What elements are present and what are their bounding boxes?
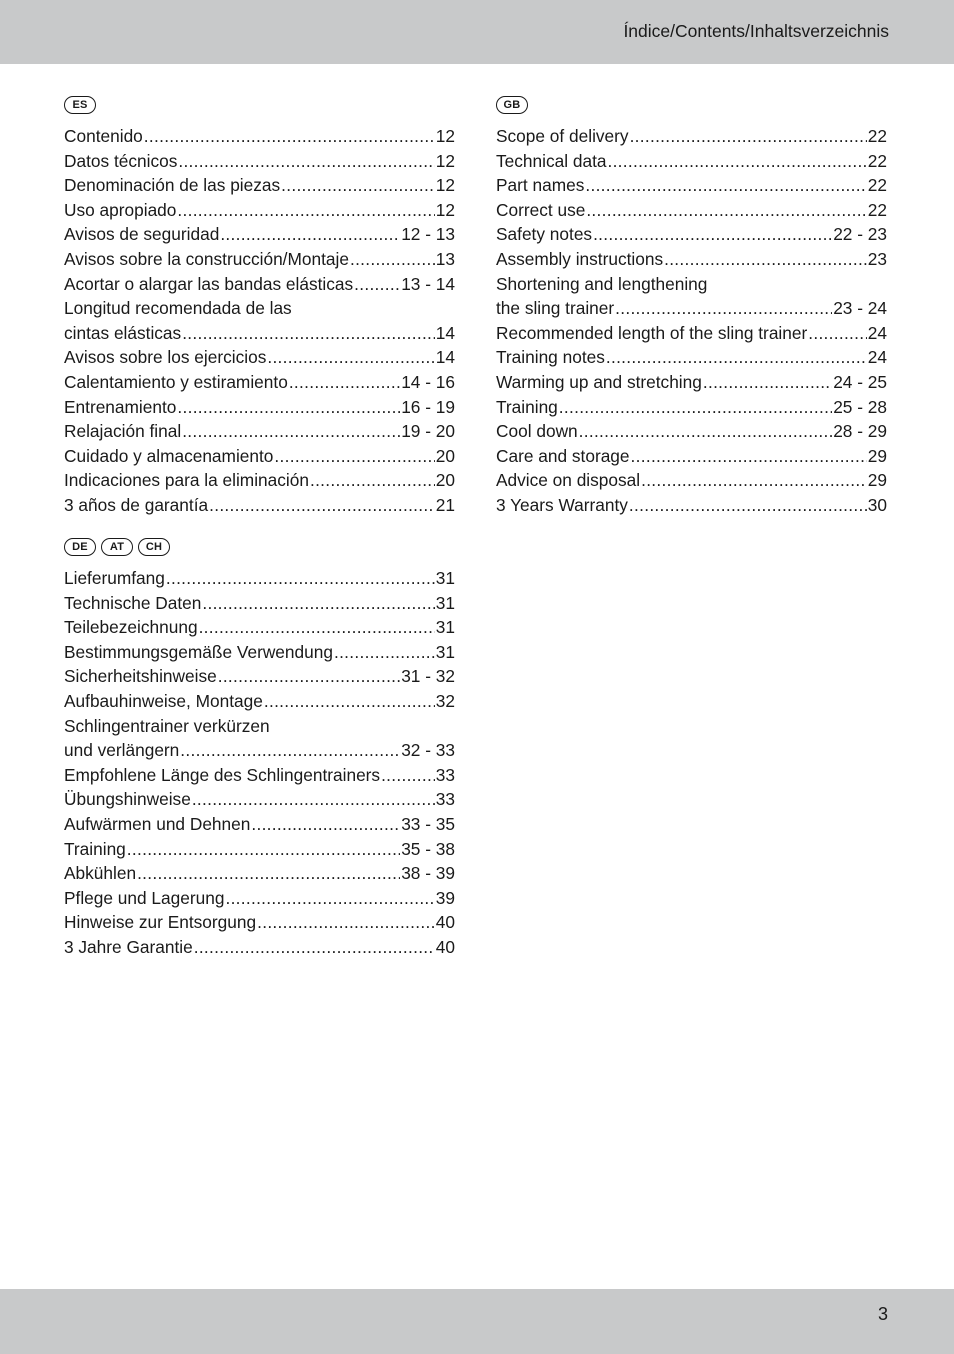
- toc-entry-page: 31: [435, 617, 455, 638]
- toc-entry-page: 23 - 24: [833, 298, 887, 319]
- toc-entry-page: 38 - 39: [401, 863, 455, 884]
- toc-entry: [496, 247, 887, 272]
- toc-list: [64, 566, 455, 960]
- toc-entry-page: 32 - 33: [401, 740, 455, 761]
- toc-entry: [64, 370, 455, 395]
- toc-entry: [496, 321, 887, 346]
- toc-entry-page: 40: [435, 936, 455, 957]
- toc-entry-title: Übungshinweise: [64, 789, 191, 810]
- language-badges: [64, 96, 455, 118]
- toc-entry: [496, 296, 887, 321]
- toc-entry-page: 13 - 14: [401, 273, 455, 294]
- toc-section-es: [64, 96, 455, 518]
- language-badge-de: DE: [64, 538, 96, 556]
- toc-entry: [496, 198, 887, 223]
- toc-entry: [64, 714, 455, 739]
- dot-leader: [631, 444, 867, 469]
- dot-leader: [664, 247, 867, 272]
- toc-entry-title: Avisos sobre la construcción/Montaje: [64, 248, 349, 269]
- dot-leader: [274, 444, 434, 469]
- toc-section-gb: [496, 96, 887, 518]
- toc-entry: [496, 468, 887, 493]
- toc-entry-title: Hinweise zur Entsorgung: [64, 912, 257, 933]
- toc-entry-title: Warming up and stretching: [496, 371, 702, 392]
- toc-entry-page: 16 - 19: [401, 396, 455, 417]
- toc-entry-page: 31: [435, 568, 455, 588]
- dot-leader: [607, 149, 866, 174]
- toc-entry-page: 22: [867, 175, 887, 196]
- toc-entry-title: Cool down: [496, 421, 578, 442]
- toc-entry-title: Part names: [496, 175, 585, 196]
- dot-leader: [579, 419, 833, 444]
- language-badge-at: AT: [101, 538, 133, 556]
- toc-entry-title: Longitud recomendada de las: [64, 298, 292, 319]
- toc-entry-title: Contenido: [64, 126, 143, 146]
- dot-leader: [289, 370, 400, 395]
- toc-entry-page: 14: [435, 322, 455, 343]
- toc-entry: [64, 910, 455, 935]
- dot-leader: [559, 395, 832, 420]
- toc-entry: [64, 247, 455, 272]
- toc-entry: [496, 222, 887, 247]
- toc-entry-page: 24 - 25: [833, 371, 887, 392]
- dot-leader: [166, 566, 435, 591]
- toc-entry-page: 33: [435, 789, 455, 810]
- dot-leader: [177, 395, 400, 420]
- dot-leader: [220, 222, 400, 247]
- toc-entry: [64, 321, 455, 346]
- toc-entry-page: 14: [435, 347, 455, 368]
- toc-entry: [64, 787, 455, 812]
- toc-entry-title: 3 Jahre Garantie: [64, 936, 193, 957]
- dot-leader: [225, 886, 434, 911]
- dot-leader: [137, 861, 400, 886]
- toc-entry: [64, 640, 455, 665]
- toc-entry: [496, 370, 887, 395]
- dot-leader: [615, 296, 832, 321]
- toc-entry: [496, 395, 887, 420]
- toc-entry: [64, 615, 455, 640]
- dot-leader: [178, 149, 434, 174]
- toc-entry-title: Pflege und Lagerung: [64, 887, 225, 908]
- dot-leader: [199, 615, 435, 640]
- toc-section-de-at-ch: [64, 538, 455, 960]
- toc-entry-title: Recommended length of the sling trainer: [496, 322, 808, 343]
- toc-entry-title: Aufwärmen und Dehnen: [64, 813, 251, 834]
- dot-leader: [127, 837, 400, 862]
- toc-entry: [496, 493, 887, 518]
- toc-entry-page: 28 - 29: [833, 421, 887, 442]
- toc-entry: [64, 468, 455, 493]
- toc-entry-page: 29: [867, 445, 887, 466]
- dot-leader: [334, 640, 435, 665]
- toc-entry-title: the sling trainer: [496, 298, 615, 319]
- toc-entry-title: und verlängern: [64, 740, 180, 761]
- header-bar: [0, 0, 954, 64]
- toc-entry-title: Uso apropiado: [64, 199, 177, 220]
- toc-entry-page: 14 - 16: [401, 371, 455, 392]
- toc-entry: [496, 345, 887, 370]
- toc-entry: [64, 493, 455, 518]
- dot-leader: [585, 173, 866, 198]
- toc-entry-page: 22: [867, 150, 887, 171]
- toc-entry-page: 12: [435, 126, 455, 146]
- toc-entry-title: Empfohlene Länge des Schlingentrainers: [64, 764, 381, 785]
- toc-entry-title: cintas elásticas: [64, 322, 182, 343]
- toc-entry: [64, 591, 455, 616]
- toc-entry: [64, 173, 455, 198]
- toc-entry-title: Denominación de las piezas: [64, 175, 281, 196]
- toc-entry-page: 29: [867, 470, 887, 491]
- toc-entry-page: 33 - 35: [401, 813, 455, 834]
- footer-bar: [0, 1289, 954, 1354]
- toc-entry-title: Datos técnicos: [64, 150, 178, 171]
- toc-entry-page: 39: [435, 887, 455, 908]
- dot-leader: [182, 321, 435, 346]
- toc-entry-title: Acortar o alargar las bandas elásticas: [64, 273, 354, 294]
- toc-entry: [496, 419, 887, 444]
- toc-entry: [64, 886, 455, 911]
- toc-entry-title: Relajación final: [64, 421, 182, 442]
- dot-leader: [251, 812, 400, 837]
- toc-entry: [64, 861, 455, 886]
- toc-entry-title: Care and storage: [496, 445, 630, 466]
- dot-leader: [641, 468, 867, 493]
- toc-entry-title: Avisos sobre los ejercicios: [64, 347, 267, 368]
- dot-leader: [350, 247, 435, 272]
- toc-entry-title: Lieferumfang: [64, 568, 165, 588]
- toc-entry-page: 35 - 38: [401, 838, 455, 859]
- toc-entry: [64, 444, 455, 469]
- dot-leader: [593, 222, 832, 247]
- toc-entry-title: Safety notes: [496, 224, 593, 245]
- toc-entry: [64, 689, 455, 714]
- dot-leader: [194, 935, 435, 960]
- toc-entry: [64, 738, 455, 763]
- dot-leader: [381, 763, 435, 788]
- toc-entry-page: 24: [867, 347, 887, 368]
- toc-entry-title: 3 Years Warranty: [496, 494, 628, 515]
- toc-entry-page: 13: [435, 248, 455, 269]
- toc-entry-page: 40: [435, 912, 455, 933]
- toc-entry-title: Correct use: [496, 199, 586, 220]
- dot-leader: [808, 321, 867, 346]
- toc-entry: [64, 935, 455, 960]
- page-number: 3: [877, 1304, 888, 1324]
- language-badges: [64, 538, 455, 560]
- toc-entry-title: Sicherheitshinweise: [64, 666, 217, 687]
- toc-entry-page: 33: [435, 764, 455, 785]
- toc-entry-page: 12: [435, 175, 455, 196]
- dot-leader: [630, 124, 867, 149]
- toc-entry-page: 30: [867, 494, 887, 515]
- toc-entry-page: 12: [435, 199, 455, 220]
- toc-entry-title: Advice on disposal: [496, 470, 641, 491]
- toc-entry-title: Bestimmungsgemäße Verwendung: [64, 641, 333, 662]
- dot-leader: [177, 198, 434, 223]
- toc-entry-page: 23: [867, 248, 887, 269]
- dot-leader: [703, 370, 832, 395]
- toc-entry-title: Cuidado y almacenamiento: [64, 445, 274, 466]
- toc-entry: [64, 198, 455, 223]
- toc-entry: [64, 419, 455, 444]
- toc-entry-page: 31 - 32: [401, 666, 455, 687]
- toc-entry-page: 25 - 28: [833, 396, 887, 417]
- dot-leader: [606, 345, 867, 370]
- toc-entry: [64, 222, 455, 247]
- dot-leader: [310, 468, 435, 493]
- toc-list: [496, 124, 887, 518]
- toc-entry-page: 22 - 23: [833, 224, 887, 245]
- toc-entry: [64, 345, 455, 370]
- toc-entry-page: 12 - 13: [401, 224, 455, 245]
- toc-entry-page: 19 - 20: [401, 421, 455, 442]
- toc-entry-page: 22: [867, 126, 887, 146]
- toc-entry-title: Teilebezeichnung: [64, 617, 198, 638]
- toc-entry-title: Training: [496, 396, 558, 417]
- dot-leader: [192, 787, 435, 812]
- dot-leader: [264, 689, 435, 714]
- toc-entry-title: Avisos de seguridad: [64, 224, 220, 245]
- toc-entry: [64, 395, 455, 420]
- dot-leader: [354, 272, 400, 297]
- toc-entry: [496, 173, 887, 198]
- toc-entry-title: Abkühlen: [64, 863, 137, 884]
- toc-entry: [64, 566, 455, 591]
- toc-entry-page: 22: [867, 199, 887, 220]
- toc-entry-page: 20: [435, 445, 455, 466]
- dot-leader: [281, 173, 435, 198]
- toc-entry: [496, 124, 887, 149]
- toc-entry-title: Scope of delivery: [496, 126, 629, 146]
- language-badge-gb: GB: [496, 96, 528, 114]
- dot-leader: [202, 591, 434, 616]
- toc-entry: [64, 124, 455, 149]
- dot-leader: [182, 419, 400, 444]
- dot-leader: [257, 910, 435, 935]
- toc-entry-page: 12: [435, 150, 455, 171]
- language-badge-ch: CH: [138, 538, 170, 556]
- toc-entry-title: Entrenamiento: [64, 396, 177, 417]
- toc-entry-title: 3 años de garantía: [64, 494, 209, 515]
- language-badges: [496, 96, 887, 118]
- toc-entry-page: 24: [867, 322, 887, 343]
- toc-entry-title: Assembly instructions: [496, 248, 664, 269]
- dot-leader: [629, 493, 867, 518]
- toc-entry-page: 21: [435, 494, 455, 515]
- dot-leader: [267, 345, 434, 370]
- dot-leader: [144, 124, 435, 149]
- toc-entry: [496, 444, 887, 469]
- toc-entry: [64, 763, 455, 788]
- dot-leader: [180, 738, 400, 763]
- toc-entry-title: Aufbauhinweise, Montage: [64, 690, 263, 711]
- dot-leader: [218, 664, 400, 689]
- toc-entry-title: Training notes: [496, 347, 605, 368]
- toc-entry-page: 31: [435, 592, 455, 613]
- toc-entry-page: 32: [435, 690, 455, 711]
- toc-entry-title: Training: [64, 838, 126, 859]
- toc-entry: [64, 296, 455, 321]
- toc-entry-page: 31: [435, 641, 455, 662]
- toc-entry-title: Shortening and lengthening: [496, 273, 708, 294]
- toc-entry: [64, 272, 455, 297]
- toc-entry-title: Technische Daten: [64, 592, 202, 613]
- toc-entry-title: Schlingentrainer verkürzen: [64, 715, 270, 736]
- dot-leader: [209, 493, 435, 518]
- dot-leader: [586, 198, 866, 223]
- language-badge-es: ES: [64, 96, 96, 114]
- toc-entry-page: 20: [435, 470, 455, 491]
- toc-entry-title: Calentamiento y estiramiento: [64, 371, 288, 392]
- toc-entry: [496, 272, 887, 297]
- toc-entry: [64, 812, 455, 837]
- toc-entry: [64, 837, 455, 862]
- page-title: Índice/Contents/Inhaltsverzeichnis: [623, 21, 889, 41]
- toc-entry: [64, 664, 455, 689]
- toc-entry-title: Indicaciones para la eliminación: [64, 470, 309, 491]
- toc-entry-title: Technical data: [496, 150, 607, 171]
- toc-entry: [496, 149, 887, 174]
- toc-entry: [64, 149, 455, 174]
- toc-list: [64, 124, 455, 518]
